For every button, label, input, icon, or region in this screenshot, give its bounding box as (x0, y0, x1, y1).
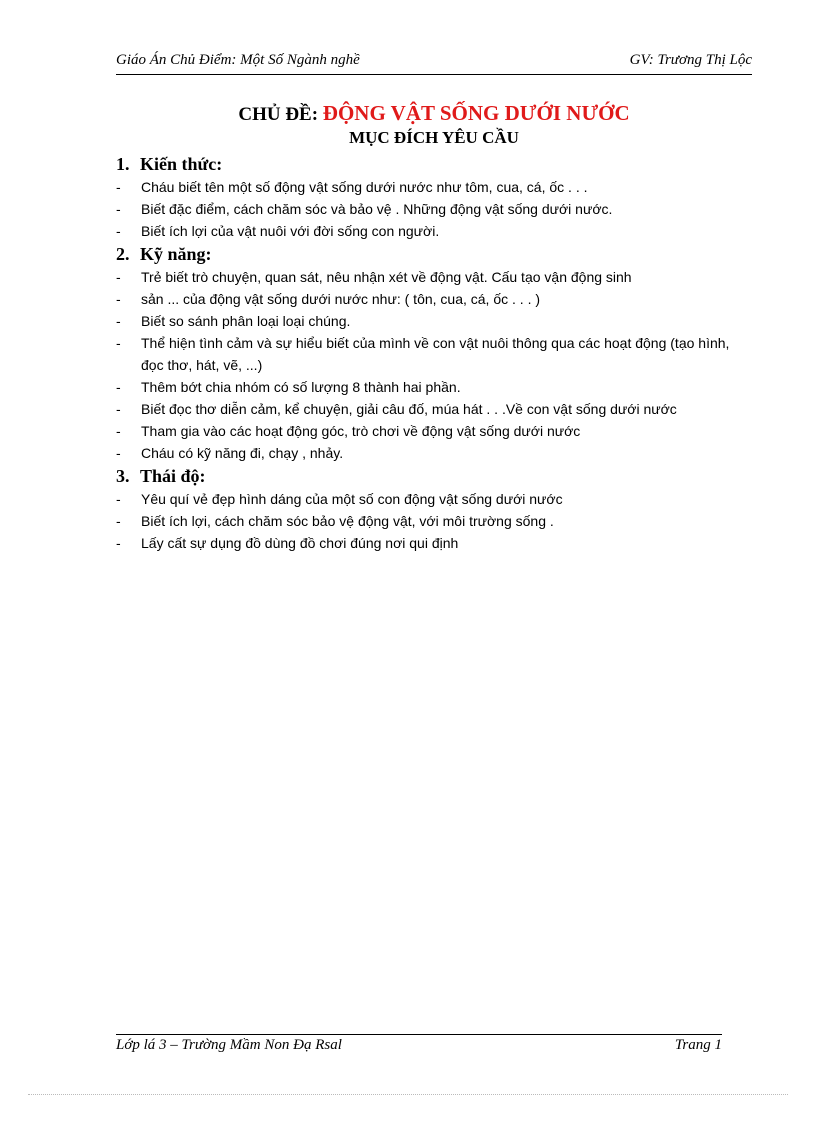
section-skills (116, 242, 736, 464)
header-lesson-title: Giáo Án Chủ Điểm: Một Số Ngành nghề (116, 52, 360, 68)
section-attitude (116, 464, 736, 554)
section-number: 3. (116, 466, 130, 486)
list-item: - Biết đặc điểm, cách chăm sóc và bảo vệ . Những động vật sống dưới nước. (116, 198, 736, 220)
list-item: - Trẻ biết trò chuyện, quan sát, nêu nhận xét về động vật. Cấu tạo vận động sinh (116, 266, 736, 288)
list-item: - Biết so sánh phân loại loại chúng. (116, 310, 736, 332)
page-edge-divider (28, 1094, 788, 1095)
section-number: 1. (116, 154, 130, 174)
list-item: - Yêu quí vẻ đẹp hình dáng của một số con động vật sống dưới nước (116, 488, 736, 510)
footer-page-number: Trang 1 (674, 1037, 722, 1053)
section-knowledge (116, 152, 736, 242)
list-item: - Cháu biết tên một số động vật sống dưới nước như tôm, cua, cá, ốc . . . (116, 176, 736, 198)
footer-class-school: Lớp lá 3 – Trường Mầm Non Đạ Rsal (116, 1037, 342, 1053)
bullet-list (116, 176, 736, 242)
header-teacher-name: GV: Trương Thị Lộc (629, 52, 752, 68)
document-body (116, 152, 736, 554)
list-item: - Biết ích lợi của vật nuôi với đời sống con người. (116, 220, 736, 242)
page-title (116, 100, 752, 128)
list-item: - Cháu có kỹ năng đi, chạy , nhảy. (116, 442, 736, 464)
title-topic: ĐỘNG VẬT SỐNG DƯỚI NƯỚC (322, 101, 630, 125)
page-header (116, 52, 752, 75)
bullet-list (116, 488, 736, 554)
list-item: - Biết ích lợi, cách chăm sóc bảo vệ động vật, với môi trường sống . (116, 510, 736, 532)
title-prefix: CHỦ ĐỀ: (238, 104, 323, 125)
list-item: - Biết đọc thơ diễn cảm, kể chuyện, giải câu đố, múa hát . . .Về con vật sống dưới nước (116, 398, 736, 420)
section-heading (116, 464, 736, 488)
bullet-list (116, 266, 736, 464)
page-subtitle: MỤC ĐÍCH YÊU CẦU (349, 128, 519, 147)
list-item: - Thêm bớt chia nhóm có số lượng 8 thành hai phần. (116, 376, 736, 398)
section-heading-text: Kỹ năng: (140, 244, 212, 264)
page-footer (116, 1034, 722, 1059)
list-item: - Thể hiện tình cảm và sự hiểu biết của mình về con vật nuôi thông qua các hoạt động (tạo hình, đọc thơ, hát, vẽ, ...) (116, 332, 736, 376)
section-heading (116, 152, 736, 176)
section-heading-text: Kiến thức: (140, 154, 223, 174)
section-number: 2. (116, 244, 130, 264)
list-item: - Tham gia vào các hoạt động góc, trò chơi về động vật sống dưới nước (116, 420, 736, 442)
section-heading (116, 242, 736, 266)
list-item: - sản ... của động vật sống dưới nước như: ( tôn, cua, cá, ốc . . . ) (116, 288, 736, 310)
section-heading-text: Thái độ: (140, 466, 206, 486)
list-item: - Lấy cất sự dụng đồ dùng đồ chơi đúng nơi qui định (116, 532, 736, 554)
